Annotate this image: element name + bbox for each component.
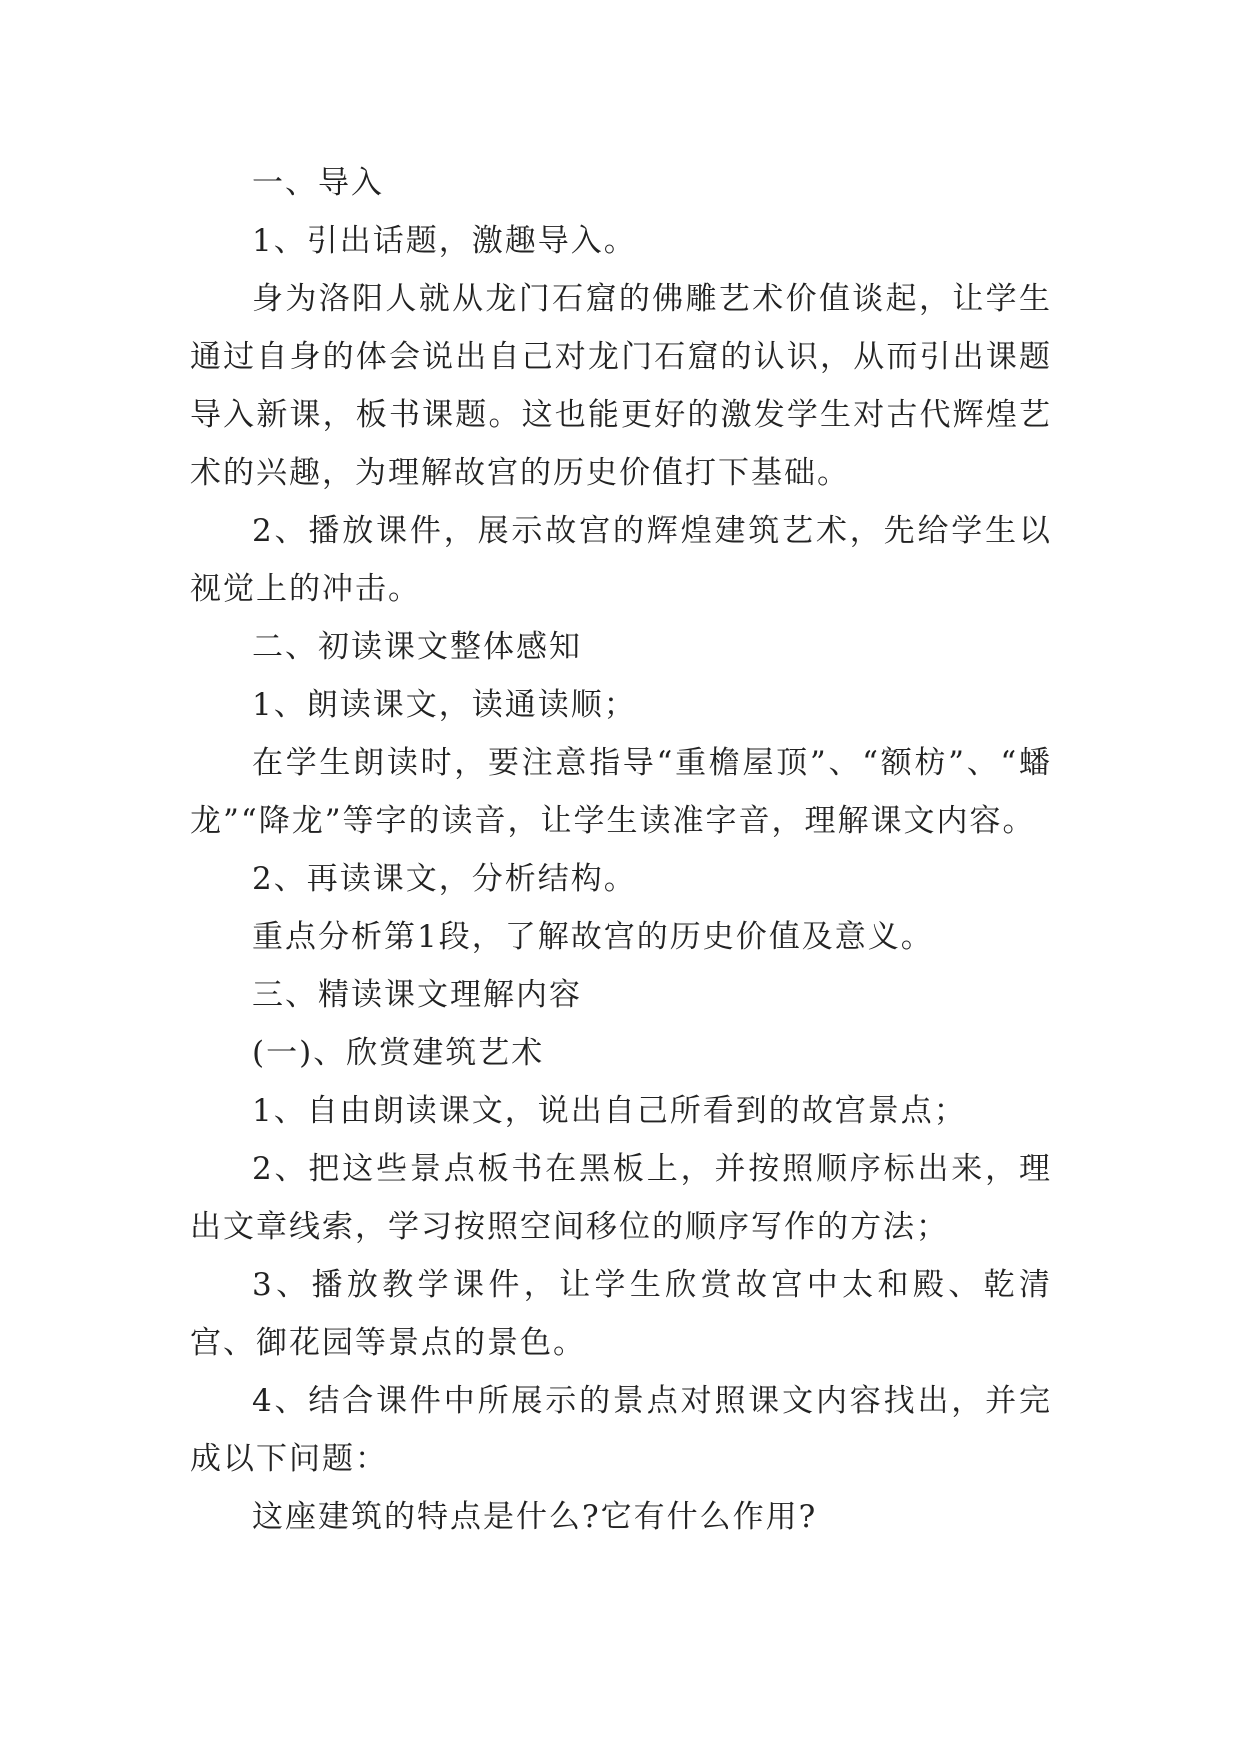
step-item: 1、自由朗读课文，说出自己所看到的故宫景点； bbox=[252, 1093, 967, 1129]
document-body bbox=[190, 154, 1052, 1546]
step-item: 3、播放教学课件，让学生欣赏故宫中太和殿、乾清宫、御花园等景点的景色。 bbox=[190, 1267, 1052, 1361]
step-item: 4、结合课件中所展示的景点对照课文内容找出，并完成以下问题： bbox=[190, 1383, 1052, 1477]
body-paragraph: 在学生朗读时，要注意指导“重檐屋顶”、“额枋”、“蟠龙”“降龙”等字的读音，让学生读准字音，理解课文内容。 bbox=[190, 745, 1052, 839]
step-item: 2、再读课文，分析结构。 bbox=[252, 861, 637, 897]
heading-close-reading: 三、精读课文理解内容 bbox=[252, 977, 582, 1013]
heading-introduction: 一、导入 bbox=[252, 165, 384, 201]
body-paragraph: 重点分析第1段，了解故宫的历史价值及意义。 bbox=[252, 919, 934, 955]
step-item: 1、引出话题，激趣导入。 bbox=[252, 223, 637, 259]
step-item: 2、把这些景点板书在黑板上，并按照顺序标出来，理出文章线索，学习按照空间移位的顺序写作的方法； bbox=[190, 1151, 1052, 1245]
body-paragraph: 身为洛阳人就从龙门石窟的佛雕艺术价值谈起，让学生通过自身的体会说出自己对龙门石窟的认识，从而引出课题导入新课，板书课题。这也能更好的激发学生对古代辉煌艺术的兴趣，为理解故宫的历史价值打下基础。 bbox=[190, 281, 1052, 491]
step-item: 1、朗读课文，读通读顺； bbox=[252, 687, 637, 723]
heading-first-reading: 二、初读课文整体感知 bbox=[252, 629, 582, 665]
subheading-architecture: (一)、欣赏建筑艺术 bbox=[252, 1035, 545, 1071]
question-paragraph: 这座建筑的特点是什么?它有什么作用? bbox=[252, 1499, 818, 1535]
step-item: 2、播放课件，展示故宫的辉煌建筑艺术，先给学生以视觉上的冲击。 bbox=[190, 513, 1052, 607]
